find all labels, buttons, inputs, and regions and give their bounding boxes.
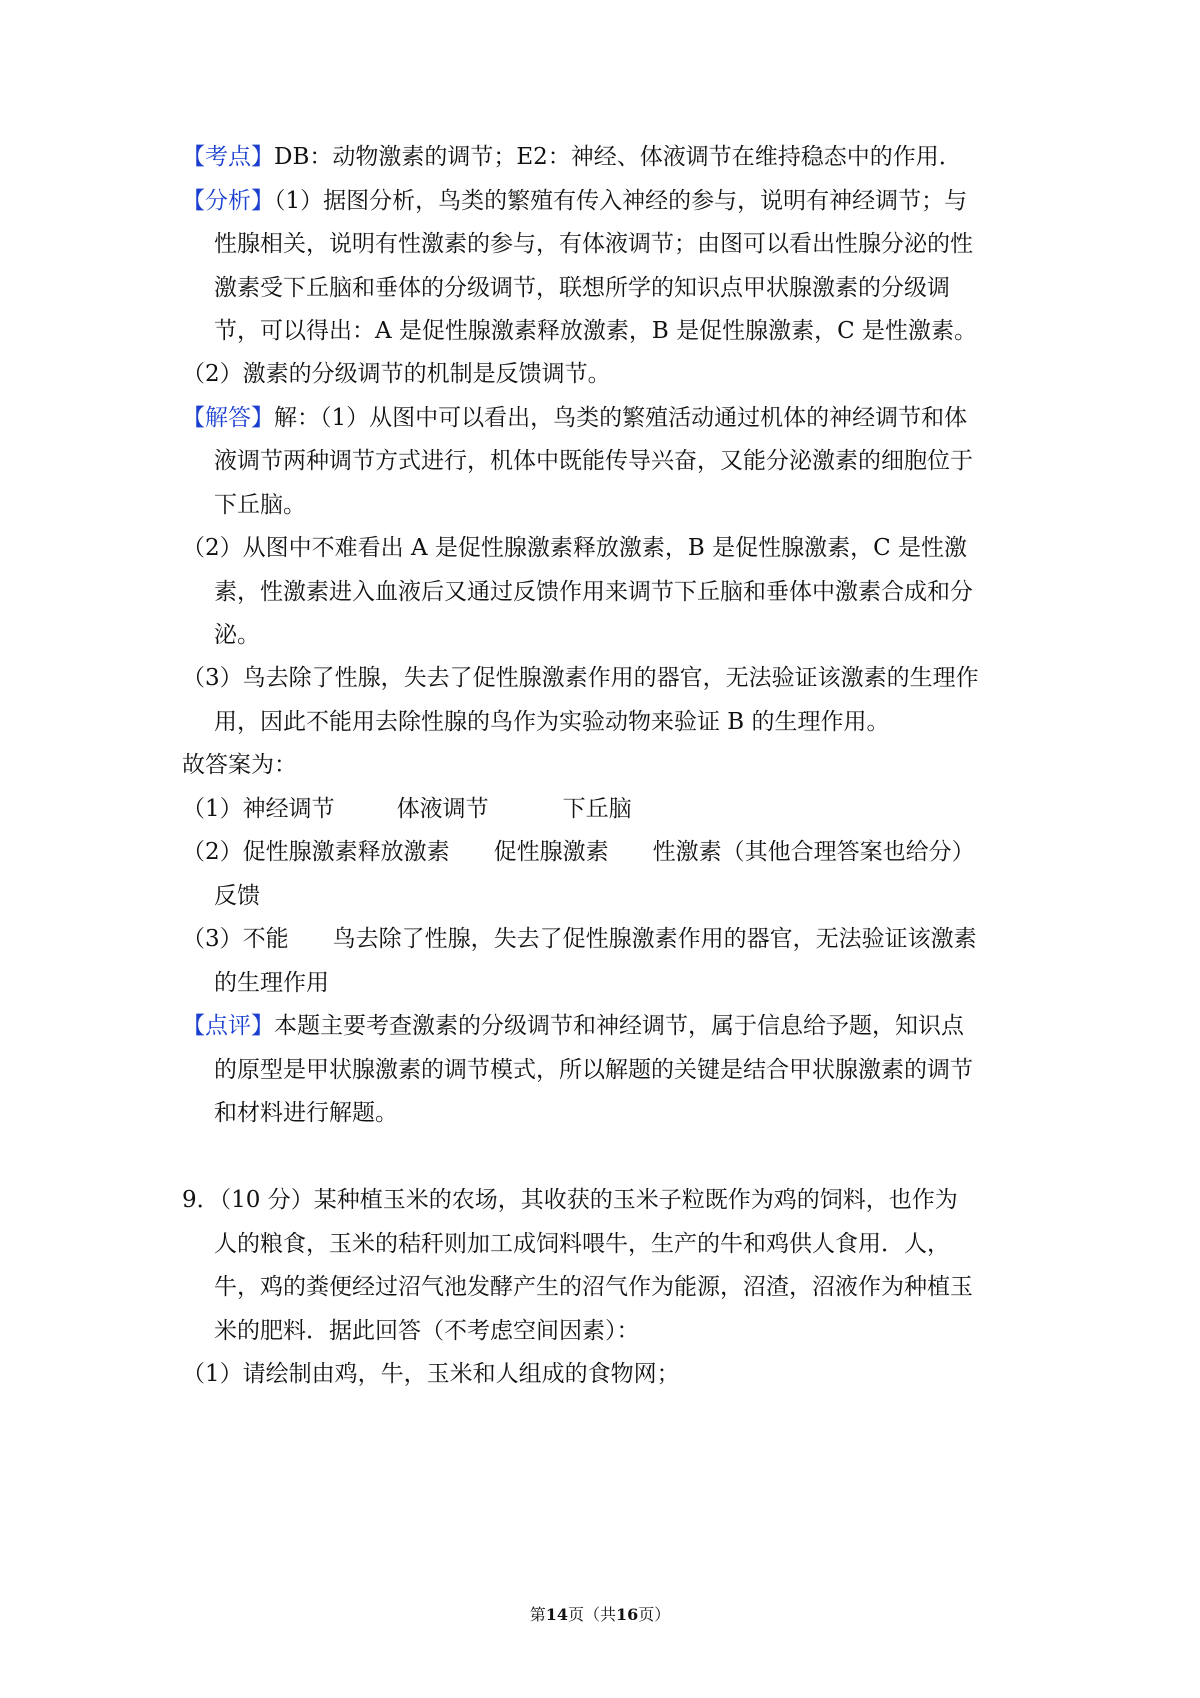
answer-heading: 故答案为： [182,752,297,778]
question-9-sub-1: （1）请绘制由鸡，牛，玉米和人组成的食物网； [182,1361,680,1387]
question-9-line-1: 9．（10 分）某种植玉米的农场，其收获的玉米子粒既作为鸡的饲料，也作为 [182,1187,958,1213]
fenxi-line-4: 节，可以得出：A 是促性腺激素释放激素，B 是促性腺激素，C 是性激素。 [214,318,978,344]
jieda-line-2: 液调节两种调节方式进行，机体中既能传导兴奋，又能分泌激素的细胞位于 [214,448,973,474]
answer-1-part-2: 体液调节 [396,796,489,822]
jieda-line-6: 泌。 [214,622,260,648]
answer-2-part-2: 促性腺激素 [493,839,609,865]
answer-3-part-1: （3）不能 [182,926,289,952]
fenxi-line-2: 性腺相关，说明有性激素的参与，有体液调节；由图可以看出性腺分泌的性 [214,231,973,257]
question-9-line-3: 牛，鸡的粪便经过沼气池发酵产生的沼气作为能源，沼渣，沼液作为种植玉 [214,1274,973,1300]
answer-3-cont: 的生理作用 [214,970,329,996]
answer-1-part-3: 下丘脑 [562,796,632,822]
jieda-text-1: 解：（1）从图中可以看出，鸟类的繁殖活动通过机体的神经调节和体 [274,405,968,431]
footer-page-number: 14 [545,1605,568,1624]
answer-2-part-1: （2）促性腺激素释放激素 [182,839,450,865]
jieda-line-5: 素，性激素进入血液后又通过反馈作用来调节下丘脑和垂体中激素合成和分 [214,579,973,605]
dianping-line-1 [182,1011,1062,1041]
answer-2 [182,837,1062,867]
question-9-line-4: 米的肥料．据此回答（不考虑空间因素）： [214,1318,640,1344]
dianping-line-2: 的原型是甲状腺激素的调节模式，所以解题的关键是结合甲状腺激素的调节 [214,1057,973,1083]
answer-2-part-3: 性激素（其他合理答案也给分） [652,839,975,865]
jieda-line-1 [182,403,1062,433]
fenxi-tag: 【分析】 [182,188,274,214]
jieda-line-7: （3）鸟去除了性腺，失去了促性腺激素作用的器官，无法验证该激素的生理作 [182,665,979,691]
kaodian-tag: 【考点】 [182,144,274,170]
jieda-line-3: 下丘脑。 [214,492,306,518]
answer-3-part-2: 鸟去除了性腺，失去了促性腺激素作用的器官，无法验证该激素 [332,926,977,952]
kaodian-line [182,142,1062,172]
dianping-line-3: 和材料进行解题。 [214,1100,398,1126]
question-9-line-2: 人的粮食，玉米的秸秆则加工成饲料喂牛，生产的牛和鸡供人食用．人， [214,1231,950,1257]
jieda-line-4: （2）从图中不难看出 A 是促性腺激素释放激素，B 是促性腺激素，C 是性激 [182,535,967,561]
fenxi-text-1: （1）据图分析，鸟类的繁殖有传入神经的参与，说明有神经调节；与 [274,188,968,214]
jieda-tag: 【解答】 [182,405,274,431]
jieda-line-8: 用，因此不能用去除性腺的鸟作为实验动物来验证 B 的生理作用。 [214,709,890,735]
answer-2-cont: 反馈 [214,883,260,909]
footer-prefix: 第 [529,1605,546,1624]
page-footer [0,1604,1200,1626]
dianping-text-1: 本题主要考查激素的分级调节和神经调节，属于信息给予题，知识点 [274,1013,964,1039]
footer-total-pages: 16 [616,1605,639,1624]
answer-1-part-1: （1）神经调节 [182,796,335,822]
answer-3 [182,924,1062,954]
fenxi-line-5: （2）激素的分级调节的机制是反馈调节。 [182,361,611,387]
fenxi-line-1 [182,186,1062,216]
answer-1 [182,794,1062,824]
footer-middle: 页（共 [567,1605,616,1624]
footer-suffix: 页） [638,1605,671,1624]
dianping-tag: 【点评】 [182,1013,274,1039]
fenxi-line-3: 激素受下丘脑和垂体的分级调节，联想所学的知识点甲状腺激素的分级调 [214,275,950,301]
kaodian-text: DB：动物激素的调节；E2：神经、体液调节在维持稳态中的作用． [274,144,962,170]
